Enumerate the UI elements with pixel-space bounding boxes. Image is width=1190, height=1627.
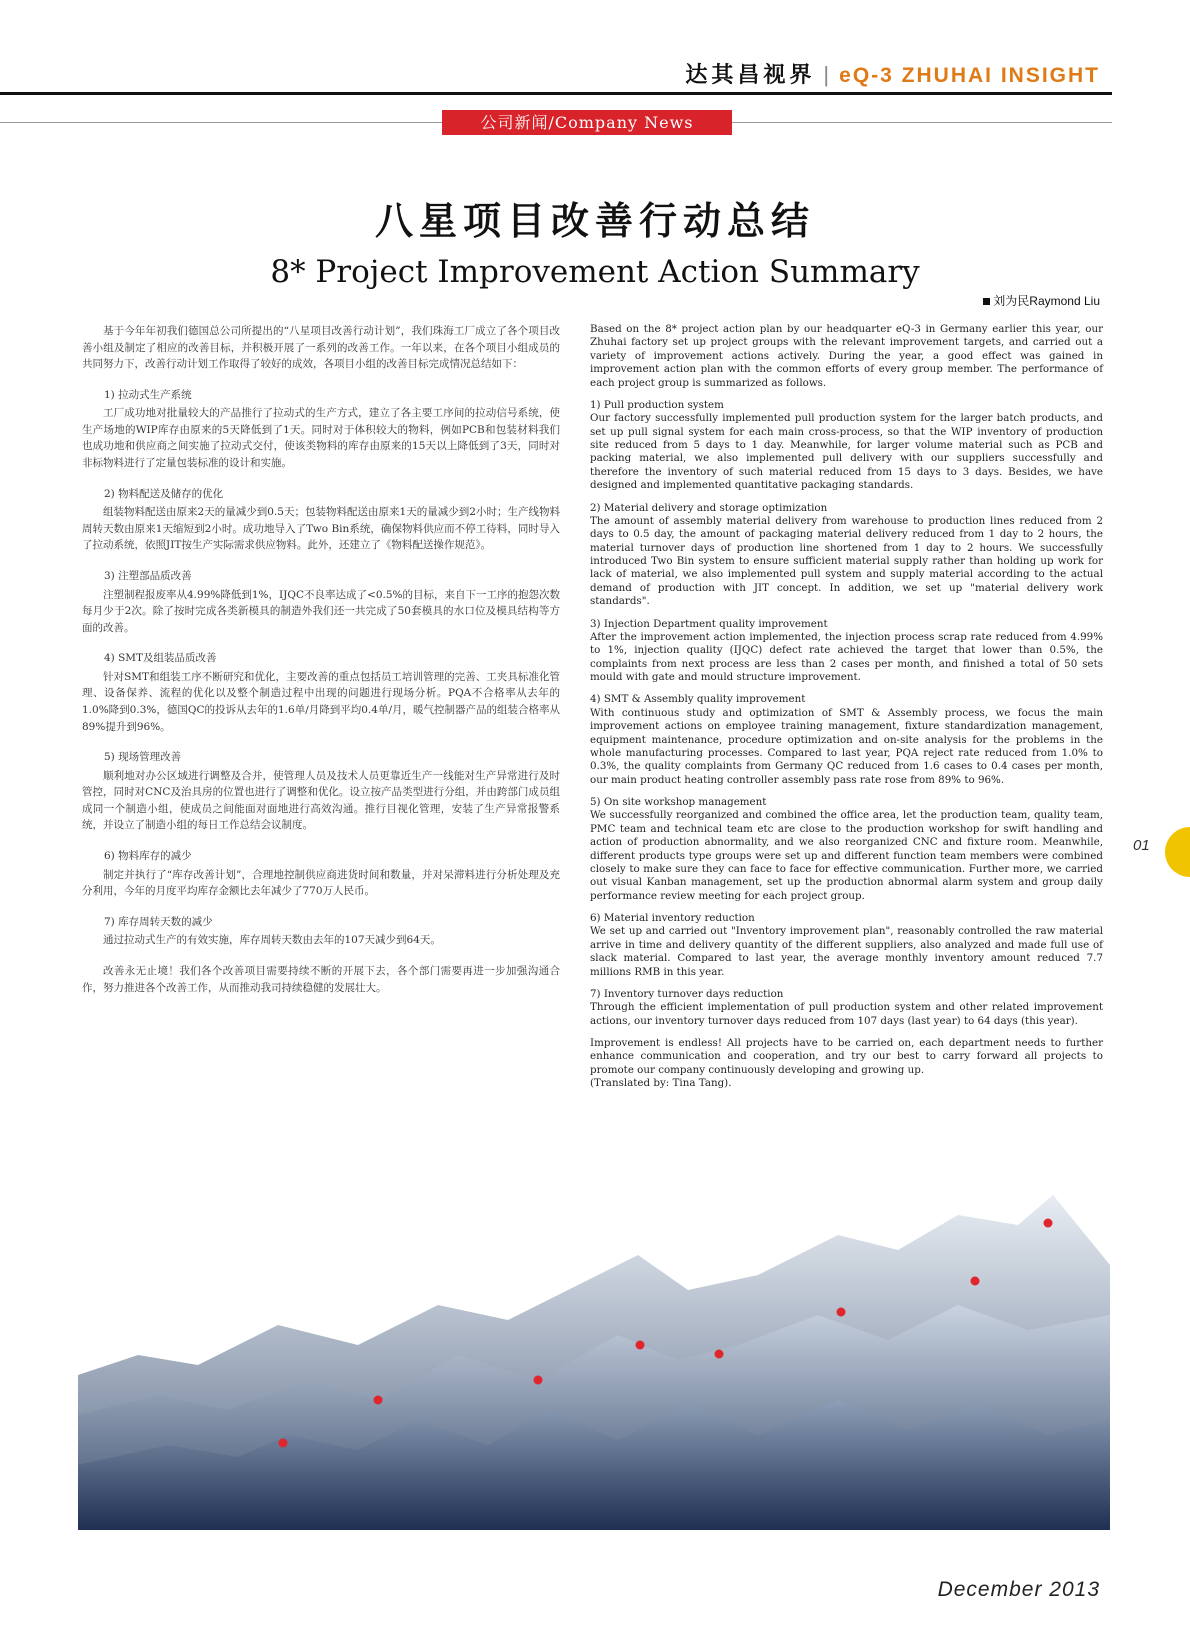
cn-heading-2: 2) 物料配送及储存的优化 <box>104 487 224 500</box>
en-body-6: We set up and carried out "Inventory improvement plan", reasonably controlled the raw material arrive in time and delivery quantity of the different suppliers, also analyzed and made full use of slack material. Compared to last year, the average monthly inventory amount reduced 7.7 millions RMB in this year. <box>590 925 1103 978</box>
title-english: 8* Project Improvement Action Summary <box>270 254 920 290</box>
header-rule <box>0 92 1112 95</box>
cn-heading-6: 6) 物料库存的减少 <box>104 850 192 863</box>
en-heading-1: 1) Pull production system <box>590 398 724 411</box>
masthead-separator: | <box>823 62 832 87</box>
cn-body-1: 工厂成功地对批量较大的产品推行了拉动式的生产方式，建立了各主要工序间的拉动信号系统，使生产场地的WIP库存由原来的5天降低到了1天。同时对于体积较大的物料，例如PCB和包装材料我们也成功地和供应商之间实施了拉动式交付，使该类物料的库存由原来的15天以上降低到了3天，同时对非标物料进行了定量包装标准的设计和实施。 <box>82 407 560 470</box>
route-marker-5 <box>715 1350 724 1359</box>
en-heading-5: 5) On site workshop management <box>590 796 767 808</box>
en-body-2: The amount of assembly material delivery from warehouse to production lines reduced from 2 days to 0.5 day, the amount of packaging material delivery reduced from 1 day to 2 hours, the material turnover days of production line shortened from 1 day to 2 hours. We successfully introduced Two Bin system to ensure sufficient material supply rather than holding up work for lack of material, we also implemented pull system and supply material according to the actual demand of production with JIT concept. In addition, we set up "material delivery work standards". <box>590 514 1103 608</box>
cn-heading-5: 5) 现场管理改善 <box>104 751 182 764</box>
en-body-3: After the improvement action implemented, the injection process scrap rate reduced from 4.99% to 1%, injection quality (IJQC) defect rate achieved the target that lower than 0.5%, the complaints from next process are less than 2 cases per month, and finished a total of 50 sets mould with gate and mould structure improvement. <box>590 630 1103 683</box>
en-heading-6: 6) Material inventory reduction <box>590 912 755 924</box>
section-tag: 公司新闻/Company News <box>442 110 732 135</box>
cn-heading-7: 7) 库存周转天数的减少 <box>104 915 213 928</box>
cn-heading-4: 4) SMT及组装品质改善 <box>104 652 217 665</box>
mountain-illustration <box>78 1195 1110 1530</box>
en-body-1: Our factory successfully implemented pull production system for the larger batch products, and set up pull signal system for each main cross-process, so that the WIP inventory of production site reduced from 5 days to 1 day. Meanwhile, for larger volume material such as PCB and packing material, we also implemented pull delivery with our suppliers successfully and therefore the inventory of such material reduced from 15 days to 3 days. Besides, we have designed and implemented quantitative packaging standards. <box>590 412 1103 492</box>
en-heading-3: 3) Injection Department quality improvement <box>590 617 828 630</box>
title-chinese: 八星项目改善行动总结 <box>374 198 815 243</box>
masthead-en: eQ-3 ZHUHAI INSIGHT <box>839 64 1100 87</box>
issue-date: December 2013 <box>937 1578 1100 1601</box>
route-marker-2 <box>374 1396 383 1405</box>
cn-heading-1: 1) 拉动式生产系统 <box>104 388 192 401</box>
cn-body-5: 顺利地对办公区域进行调整及合并，使管理人员及技术人员更靠近生产一线能对生产异常进行及时管控，同时对CNC及治具房的位置也进行了调整和优化。设立按产品类型进行分组，并由跨部门成员组成同一个制造小组，使成员之间能面对面地进行高效沟通。推行目视化管理，安装了生产异常报警系统，并设立了制造小组的每日工作总结会议制度。 <box>82 769 560 832</box>
cn-body-3: 注塑制程报废率从4.99%降低到1%，IJQC不良率达成了<0.5%的目标，来自下一工序的抱怨次数每月少于2次。除了按时完成各类新模具的制造外我们还一共完成了50套模具的水口位及模具结构等方面的改善。 <box>82 588 560 634</box>
en-body-5: We successfully reorganized and combined the office area, let the production team, quality team, PMC team and technical team etc are close to the production workshop for swift handling and action of production abnormality, and we also reorganized CNC and fixture room. Meanwhile, different products type groups were set up and different function team members were combined closely to make sure they can face to face for effective communication. Further more, we carried out visual Kanban management, set up the production abnormal alarm system and group daily performance review meeting for each project group. <box>590 809 1103 902</box>
en-heading-4: 4) SMT & Assembly quality improvement <box>590 693 806 706</box>
byline-square-icon <box>983 298 990 305</box>
route-marker-8 <box>1044 1219 1053 1228</box>
byline <box>983 292 1100 309</box>
cn-heading-3: 3) 注塑部品质改善 <box>104 569 192 582</box>
en-intro: Based on the 8* project action plan by our headquarter eQ-3 in Germany earlier this year, our Zhuhai factory set up project groups with the relevant improvement targets, and carried out a variety of improvement actions actively. During the year, a good effect was gained in improvement action plan with the common efforts of every group member. The performance of each project group is summarized as follows. <box>590 323 1103 389</box>
english-column <box>590 323 1103 1100</box>
cn-body-2: 组装物料配送由原来2天的量减少到0.5天；包装物料配送由原来1天的量减少到2小时；生产线物料周转天数由原来1天缩短到2小时。成功地导入了Two Bin系统，确保物料供应而不停工待料，同时导入了拉动系统，依照JIT按生产实际需求供应物料。此外，还建立了《物料配送操作规范》。 <box>82 506 560 552</box>
en-heading-7: 7) Inventory turnover days reduction <box>590 987 784 1000</box>
page-tab-marker <box>1165 827 1190 877</box>
en-body-7: Through the efficient implementation of pull production system and other related improvement actions, our inventory turnover days reduced from 107 days (last year) to 64 days (this year). <box>590 1001 1103 1027</box>
route-marker-9 <box>279 1439 288 1448</box>
route-marker-6 <box>837 1308 846 1317</box>
cn-intro: 基于今年年初我们德国总公司所提出的“八星项目改善行动计划”，我们珠海工厂成立了各个项目改善小组及制定了相应的改善目标，并积极开展了一系列的改善工作。一年以来，在各个项目小组成员的共同努力下，改善行动计划工作取得了较好的成效，各项目小组的改善目标完成情况总结如下： <box>82 325 560 371</box>
chinese-column <box>82 323 560 1010</box>
en-heading-2: 2) Material delivery and storage optimization <box>590 501 828 514</box>
route-marker-4 <box>636 1341 645 1350</box>
route-marker-3 <box>534 1376 543 1385</box>
masthead-cn: 达其昌视界 <box>685 62 816 88</box>
cn-body-4: 针对SMT和组装工序不断研究和优化，主要改善的重点包括员工培训管理的完善、工夹具标准化管理、设备保养、流程的优化以及整个制造过程中出现的问题进行现场分析。PQA不合格率从去年的1.0%降到0.3%，德国QC的投诉从去年的1.6单/月降到平均0.4单/月，暖气控制器产品的组装合格率从89%提升到96%。 <box>82 670 560 733</box>
en-outro: Improvement is endless! All projects have to be carried on, each department needs to further enhance communication and cooperation, and try our best to carry forward all projects to promote our company continuously developing and growing up. <box>590 1037 1103 1076</box>
en-body-4: With continuous study and optimization of SMT & Assembly process, we focus the main improvement actions on employee training management, fixture standardization management, equipment maintenance, procedure optimization and on-site analysis for the problems in the whole manufacturing processes. Compared to last year, PQA reject rate reduced from 1.0% to 0.3%, the quality complaints from Germany QC reduced from 1.6 cases to 0.4 cases per month, our main product heating controller assembly pass rate rose from 89% to 96%. <box>590 706 1103 786</box>
byline-author: 刘为民Raymond Liu <box>993 294 1100 308</box>
route-marker-7 <box>971 1277 980 1286</box>
cn-body-7: 通过拉动式生产的有效实施，库存周转天数由去年的107天减少到64天。 <box>103 934 441 947</box>
page-number: 01 <box>1133 837 1150 854</box>
masthead <box>685 58 1100 89</box>
cn-body-6: 制定并执行了“库存改善计划”，合理地控制供应商进货时间和数量，并对呆滞料进行分析处理及充分利用，今年的月度平均库存金额比去年减少了770万人民币。 <box>82 868 560 898</box>
en-translator: (Translated by: Tina Tang). <box>590 1077 732 1090</box>
cn-outro: 改善永无止境！我们各个改善项目需要持续不断的开展下去，各个部门需要再进一步加强沟通合作，努力推进各个改善工作，从而推动我司持续稳健的发展壮大。 <box>82 964 560 994</box>
